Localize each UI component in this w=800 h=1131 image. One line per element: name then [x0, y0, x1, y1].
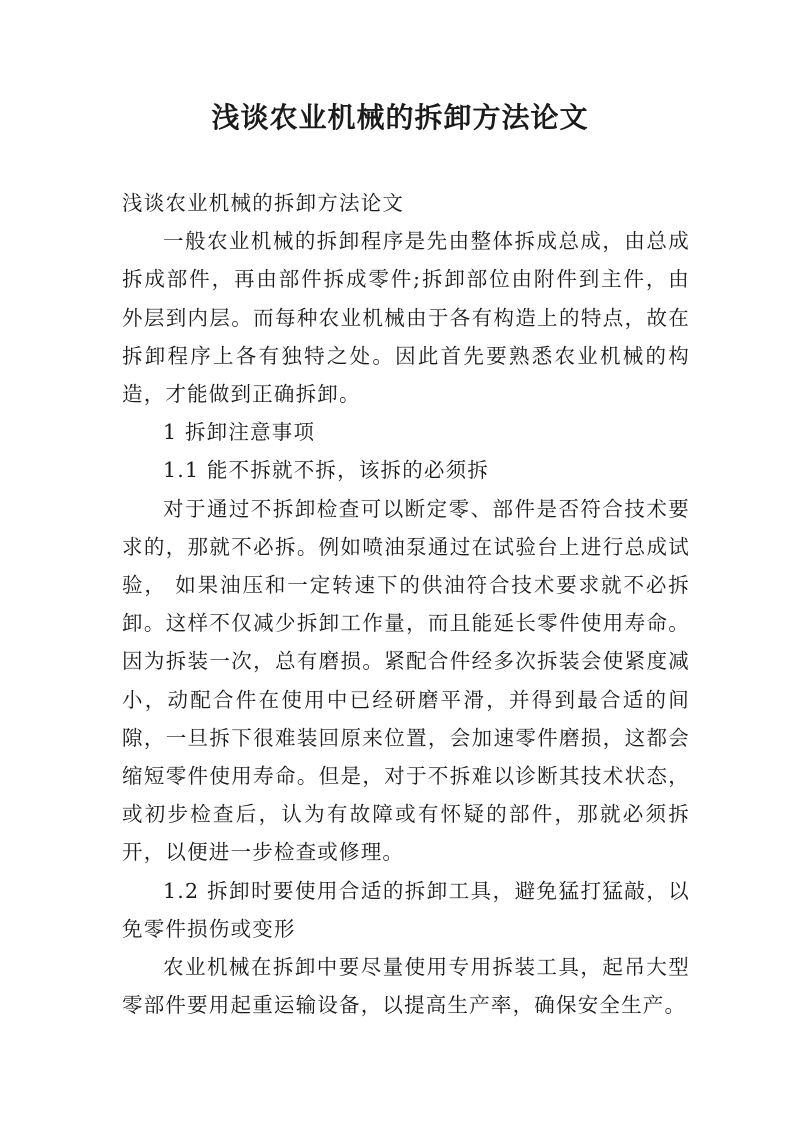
section-heading-1-1: 1.1 能不拆就不拆，该拆的必须拆 [163, 458, 490, 483]
document-subtitle: 浅谈农业机械的拆卸方法论文 [122, 191, 405, 215]
document-title: 浅谈农业机械的拆卸方法论文 [211, 101, 589, 134]
paragraph-intro: 一般农业机械的拆卸程序是先由整体拆成总成，由总成拆成部件，再由部件拆成零件;拆卸部位由附件到主件，由外层到内层。而每种农业机械由于各有构造上的特点，故在拆卸程序上各有独特之处。因此首先要熟悉农业机械的构造，才能做到正确拆卸。 [122, 229, 690, 407]
paragraph-1-2: 农业机械在拆卸中要尽量使用专用拆装工具，起吊大型零部件要用起重运输设备，以提高生产率，确保安全生产。 [122, 955, 690, 1018]
section-heading-1: 1 拆卸注意事项 [163, 420, 316, 445]
section-heading-1-2: 1.2 拆卸时要使用合适的拆卸工具，避免猛打猛敲，以免零件损伤或变形 [122, 878, 690, 941]
document-body [122, 184, 690, 1024]
paragraph-1-1: 对于通过不拆卸检查可以断定零、部件是否符合技术要求的，那就不必拆。例如喷油泵通过在试验台上进行总成试验， 如果油压和一定转速下的供油符合技术要求就不必拆卸。这样不仅减少拆卸工作量，而且能延长零件使用寿命。因为拆装一次，总有磨损。紧配合件经多次拆装会使紧度减小，动配合件在使用中已经研磨平滑，并得到最合适的间隙，一旦拆下很难装回原来位置，会加速零件磨损，这都会缩短零件使用寿命。但是，对于不拆难以诊断其技术状态，或初步检查后，认为有故障或有怀疑的部件，那就必须拆开，以便进一步检查或修理。 [122, 496, 690, 865]
